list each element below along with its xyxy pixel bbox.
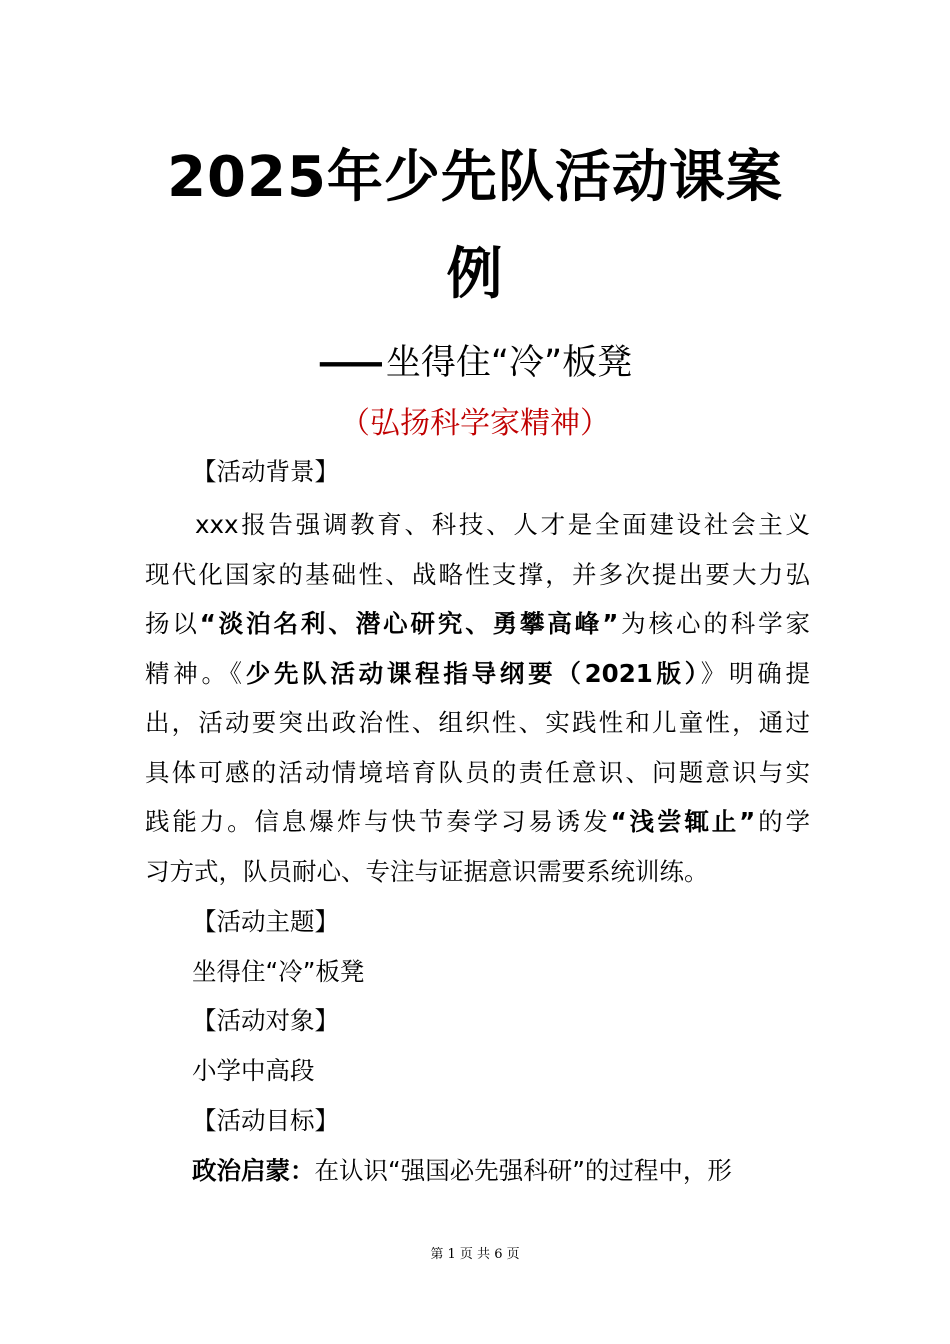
paragraph-line	[145, 550, 810, 600]
paragraph-line	[145, 599, 810, 649]
paragraph-line	[145, 649, 810, 699]
background-paragraph	[145, 500, 810, 896]
paragraph-line	[145, 698, 810, 748]
body-text: 》明确提	[700, 658, 811, 688]
theme-text: 坐得住“冷”板凳	[192, 957, 365, 986]
body-text: 扬以	[145, 609, 200, 638]
body-text: 出，活动要突出政治性、组织性、实践性和儿童性，通过	[145, 708, 810, 737]
section-heading-target: 【活动对象】	[192, 1006, 339, 1035]
body-text: 具体可感的活动情境培育队员的责任意识、问题意识与实	[145, 757, 810, 787]
body-text: 习方式，队员耐心、专注与证据意识需要系统训练。	[145, 856, 709, 886]
paragraph-line	[145, 748, 810, 798]
document-title-line-1: 2025年少先队活动课案	[167, 145, 783, 210]
goal-line	[192, 1151, 732, 1191]
document-tagline: （弘扬科学家精神）	[340, 406, 610, 441]
body-text: xxx报告强调教育、科技、人才是全面建设社会主义	[195, 510, 810, 539]
goal-text: 在认识“强国必先强科研”的过程中，形	[314, 1156, 732, 1185]
document-title-line-2: 例	[446, 242, 504, 307]
emphasis-text: 少先队活动课程指导纲要（2021版）	[245, 658, 701, 688]
target-text: 小学中高段	[192, 1056, 315, 1085]
paragraph-line	[145, 797, 810, 847]
section-heading-background: 【活动背景】	[192, 457, 339, 486]
page-footer: 第 1 页 共 6 页	[430, 1247, 520, 1262]
body-text: 的学	[755, 807, 810, 836]
body-text: 精神。《	[145, 658, 246, 688]
emphasis-text: “浅尝辄止”	[610, 807, 756, 836]
emphasis-text: “淡泊名利、潜心研究、勇攀高峰”	[199, 609, 619, 638]
body-text: 为核心的科学家	[618, 609, 811, 638]
paragraph-line	[145, 500, 810, 550]
goal-label: 政治启蒙：	[192, 1156, 315, 1185]
subtitle-dash: ——	[317, 343, 380, 383]
body-text: 现代化国家的基础性、战略性支撑，并多次提出要大力弘	[145, 559, 810, 589]
section-heading-goal: 【活动目标】	[192, 1106, 339, 1135]
subtitle-text: 坐得住“冷”板凳	[385, 343, 633, 383]
document-subtitle	[150, 343, 800, 383]
section-heading-theme: 【活动主题】	[192, 907, 339, 936]
body-text: 践能力。信息爆炸与快节奏学习易诱发	[145, 807, 611, 836]
paragraph-line	[145, 847, 810, 897]
